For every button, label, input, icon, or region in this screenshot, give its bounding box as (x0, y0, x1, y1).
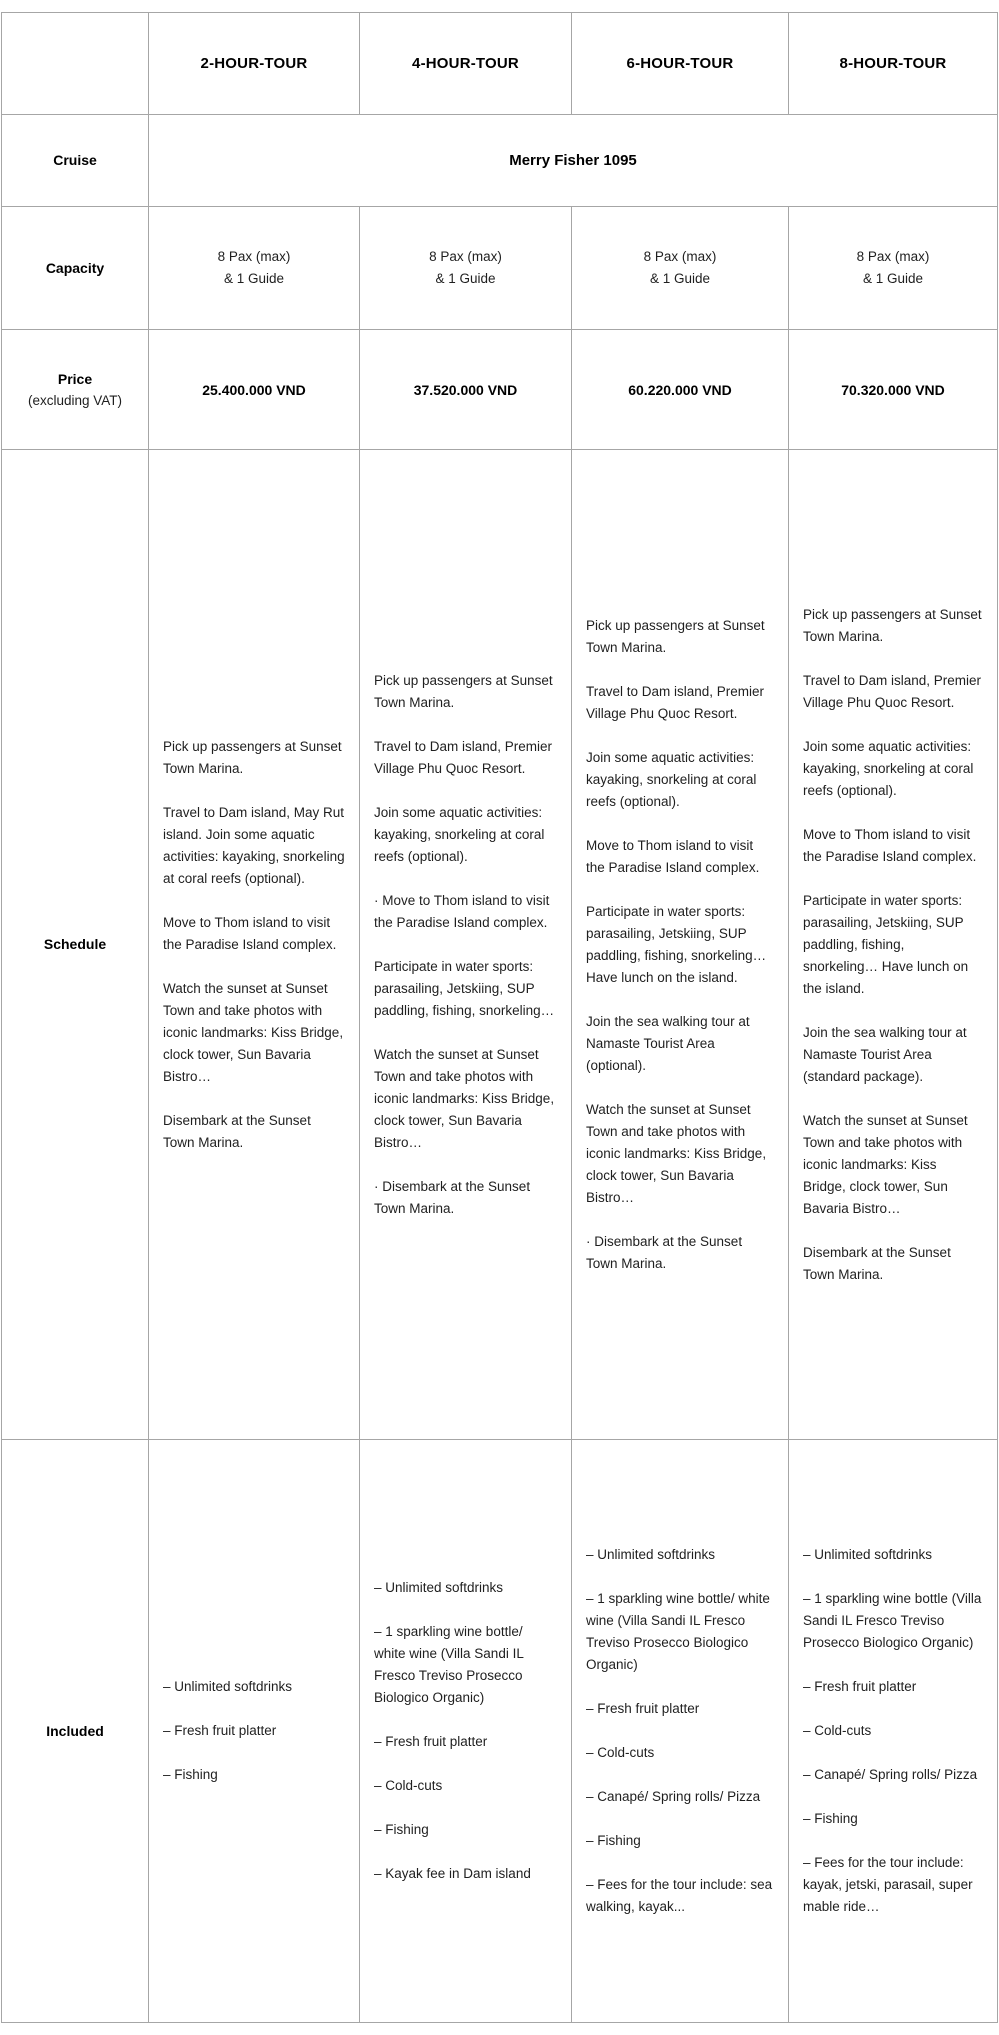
schedule-paragraph: Pick up passengers at Sunset Town Marina. (586, 617, 765, 655)
included-item: – Kayak fee in Dam island (374, 1866, 531, 1881)
capacity-line: 8 Pax (max) (643, 249, 717, 264)
schedule-paragraph: Join some aquatic activities: kayaking, snorkeling at coral reefs (optional). (586, 749, 757, 809)
capacity-line: & 1 Guide (223, 271, 285, 286)
schedule-paragraph: Move to Thom island to visit the Paradise Island complex. (586, 837, 760, 875)
included-item: – Cold-cuts (586, 1745, 655, 1760)
included-item: – Fresh fruit platter (163, 1723, 277, 1738)
schedule-row (2, 450, 998, 1440)
included-item: – Cold-cuts (803, 1723, 872, 1738)
included-item: – Fishing (803, 1811, 858, 1826)
schedule-paragraph: Travel to Dam island, May Rut island. Join some aquatic activities: kayaking, snorkeling at coral reefs (optional). (163, 804, 345, 886)
schedule-paragraph: Pick up passengers at Sunset Town Marina. (374, 672, 553, 710)
cruise-value: Merry Fisher 1095 (149, 115, 998, 207)
schedule-paragraph: Participate in water sports: parasailing, Jetskiing, SUP paddling, fishing, snorkeling… Have lunch on the island. (586, 903, 767, 985)
included-item: – Fishing (374, 1822, 429, 1837)
capacity-value-4h (360, 207, 572, 330)
col-header-6-hour-tour: 6-HOUR-TOUR (572, 13, 789, 115)
included-item: – Fees for the tour include: kayak, jetski, parasail, super mable ride… (803, 1855, 973, 1914)
included-item: – 1 sparkling wine bottle/ white wine (Villa Sandi IL Fresco Treviso Prosecco Biologico Organic) (586, 1591, 770, 1672)
capacity-line: & 1 Guide (435, 271, 496, 286)
included-item: – Unlimited softdrinks (374, 1580, 504, 1595)
schedule-paragraph: Watch the sunset at Sunset Town and take photos with iconic landmarks: Kiss Bridge, clock tower, Sun Bavaria Bistro… (163, 980, 344, 1084)
price-row-label (2, 330, 149, 450)
capacity-line: & 1 Guide (649, 271, 711, 286)
included-item: – Cold-cuts (374, 1778, 443, 1793)
schedule-paragraph: Travel to Dam island, Premier Village Phu Quoc Resort. (803, 672, 982, 710)
schedule-4h (360, 450, 572, 1440)
included-item: – Fishing (586, 1833, 641, 1848)
included-item: – Canapé/ Spring rolls/ Pizza (586, 1789, 761, 1804)
included-item: – Canapé/ Spring rolls/ Pizza (803, 1767, 978, 1782)
schedule-6h (572, 450, 789, 1440)
included-2h (149, 1440, 360, 2023)
included-6h (572, 1440, 789, 2023)
included-item: – 1 sparkling wine bottle (Villa Sandi IL Fresco Treviso Prosecco Biologico Organic) (803, 1591, 982, 1650)
schedule-paragraph: Travel to Dam island, Premier Village Phu Quoc Resort. (586, 683, 765, 721)
schedule-paragraph: Watch the sunset at Sunset Town and take photos with iconic landmarks: Kiss Bridge, clock tower, Sun Bavaria Bistro… (374, 1046, 555, 1150)
included-4h (360, 1440, 572, 2023)
schedule-paragraph: Join the sea walking tour at Namaste Tourist Area (optional). (586, 1013, 750, 1073)
schedule-paragraph: Move to Thom island to visit the Paradise Island complex. (163, 914, 337, 952)
schedule-paragraph: · Disembark at the Sunset Town Marina. (586, 1233, 743, 1271)
price-row (2, 330, 998, 450)
schedule-paragraph: Travel to Dam island, Premier Village Phu Quoc Resort. (374, 738, 553, 776)
schedule-paragraph: Pick up passengers at Sunset Town Marina. (163, 738, 342, 776)
cruise-row (2, 115, 998, 207)
price-value-6h: 60.220.000 VND (572, 330, 789, 450)
schedule-row-label: Schedule (2, 450, 149, 1440)
price-value-8h: 70.320.000 VND (789, 330, 998, 450)
schedule-paragraph: Participate in water sports: parasailing, Jetskiing, SUP paddling, fishing, snorkeling… Have lunch on the island. (803, 892, 969, 996)
included-item: – Fresh fruit platter (803, 1679, 917, 1694)
schedule-paragraph: Disembark at the Sunset Town Marina. (803, 1244, 951, 1282)
schedule-paragraph: Disembark at the Sunset Town Marina. (163, 1112, 311, 1150)
included-item: – Unlimited softdrinks (163, 1679, 293, 1694)
price-label-text: Price (57, 370, 93, 387)
capacity-row-label: Capacity (2, 207, 149, 330)
included-item: – Fishing (163, 1767, 218, 1782)
included-item: – Unlimited softdrinks (586, 1547, 716, 1562)
cruise-row-label: Cruise (2, 115, 149, 207)
included-row (2, 1440, 998, 2023)
capacity-row (2, 207, 998, 330)
included-item: – Fees for the tour include: sea walking, kayak... (586, 1877, 773, 1914)
schedule-paragraph: Join some aquatic activities: kayaking, snorkeling at coral reefs (optional). (374, 804, 545, 864)
schedule-8h (789, 450, 998, 1440)
capacity-line: 8 Pax (max) (429, 249, 502, 264)
schedule-2h (149, 450, 360, 1440)
schedule-paragraph: Watch the sunset at Sunset Town and take photos with iconic landmarks: Kiss Bridge, clock tower, Sun Bavaria Bistro… (803, 1112, 968, 1216)
corner-cell (2, 13, 149, 115)
included-row-label: Included (2, 1440, 149, 2023)
col-header-8-hour-tour: 8-HOUR-TOUR (789, 13, 998, 115)
schedule-paragraph: Pick up passengers at Sunset Town Marina. (803, 606, 982, 644)
capacity-line: 8 Pax (max) (217, 249, 291, 264)
price-value-2h: 25.400.000 VND (149, 330, 360, 450)
schedule-paragraph: Participate in water sports: parasailing, Jetskiing, SUP paddling, fishing, snorkeling… (374, 958, 555, 1018)
capacity-line: & 1 Guide (862, 271, 924, 286)
price-sublabel-text: (excluding VAT) (27, 392, 123, 408)
schedule-paragraph: Move to Thom island to visit the Paradise Island complex. (803, 826, 977, 864)
included-item: – Fresh fruit platter (586, 1701, 700, 1716)
header-row (2, 13, 998, 115)
capacity-value-8h (789, 207, 998, 330)
included-8h (789, 1440, 998, 2023)
schedule-paragraph: Join some aquatic activities: kayaking, snorkeling at coral reefs (optional). (803, 738, 974, 798)
capacity-line: 8 Pax (max) (856, 249, 930, 264)
included-item: – Fresh fruit platter (374, 1734, 488, 1749)
capacity-value-6h (572, 207, 789, 330)
price-value-4h: 37.520.000 VND (360, 330, 572, 450)
schedule-paragraph: · Move to Thom island to visit the Paradise Island complex. (374, 892, 550, 930)
col-header-2-hour-tour: 2-HOUR-TOUR (149, 13, 360, 115)
schedule-paragraph: · Disembark at the Sunset Town Marina. (374, 1178, 531, 1216)
capacity-value-2h (149, 207, 360, 330)
included-item: – 1 sparkling wine bottle/ white wine (Villa Sandi IL Fresco Treviso Prosecco Biologico Organic) (374, 1624, 524, 1705)
col-header-4-hour-tour: 4-HOUR-TOUR (360, 13, 572, 115)
included-item: – Unlimited softdrinks (803, 1547, 933, 1562)
schedule-paragraph: Watch the sunset at Sunset Town and take photos with iconic landmarks: Kiss Bridge, clock tower, Sun Bavaria Bistro… (586, 1101, 767, 1205)
tour-comparison-table (1, 12, 998, 2023)
schedule-paragraph: Join the sea walking tour at Namaste Tourist Area (standard package). (803, 1024, 967, 1084)
